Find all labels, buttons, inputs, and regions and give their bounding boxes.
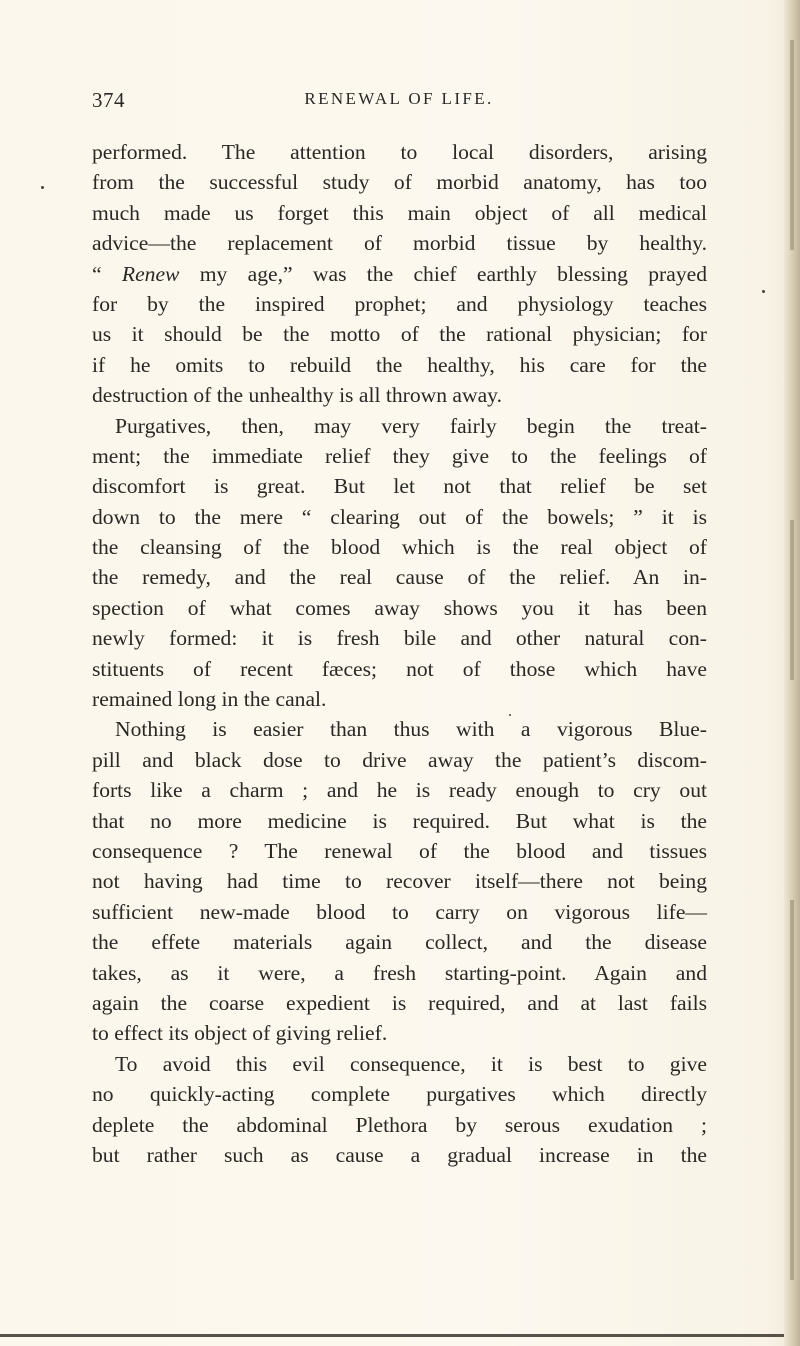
text-line: the cleansing of the blood which is the real object of — [92, 535, 707, 560]
text-line: again the coarse expedient is required, and at last fails — [92, 990, 707, 1015]
text-line: destruction of the unhealthy is all thrown away. — [92, 383, 502, 408]
text-line: To avoid this evil consequence, it is best to give — [115, 1051, 707, 1076]
text-line: remained long in the canal. — [92, 687, 327, 712]
text-line: if he omits to rebuild the healthy, his care for the — [92, 352, 707, 377]
text-line: to effect its object of giving relief. — [92, 1021, 388, 1046]
text-line: advice—the replacement of morbid tissue by healthy. — [92, 231, 707, 256]
text-line: Purgatives, then, may very fairly begin the treat- — [115, 413, 707, 438]
page-edge-shadow — [784, 0, 800, 1346]
page-number: 374 — [92, 88, 125, 112]
running-head: RENEWAL OF LIFE. — [304, 89, 494, 108]
page-bottom-rule — [0, 1334, 784, 1337]
text-line: down to the mere “ clearing out of the bowels; ” it is — [92, 504, 707, 529]
text-line: stituents of recent fæces; not of those which have — [92, 656, 707, 681]
text-line: for by the inspired prophet; and physiology teaches — [92, 291, 707, 316]
text-line: sufficient new-made blood to carry on vigorous life— — [92, 899, 707, 924]
print-speck — [762, 290, 765, 293]
text-line: no quickly-acting complete purgatives which directly — [92, 1082, 707, 1107]
text-line: discomfort is great. But let not that relief be set — [92, 474, 707, 499]
text-line: consequence ? The renewal of the blood and tissues — [92, 838, 707, 863]
body-text — [92, 137, 707, 1170]
text-line: forts like a charm ; and he is ready enough to cry out — [92, 778, 707, 803]
text-line: the effete materials again collect, and the disease — [92, 930, 707, 955]
italic-word: Renew — [121, 261, 180, 286]
text-line: that no more medicine is required. But what is the — [92, 808, 707, 833]
text-line: performed. The attention to local disorders, arising — [92, 140, 707, 164]
text-line: but rather such as cause a gradual increase in the — [92, 1142, 707, 1167]
text-line: the remedy, and the real cause of the relief. An in- — [92, 565, 707, 590]
text-line: pill and black dose to drive away the patient’s discom- — [92, 747, 707, 772]
text-line: not having had time to recover itself—there not being — [92, 869, 707, 894]
text-line: deplete the abdominal Plethora by serous exudation ; — [92, 1112, 707, 1137]
text-line: Nothing is easier than thus with a vigorous Blue- — [115, 717, 707, 742]
text-line: newly formed: it is fresh bile and other natural con- — [92, 626, 707, 651]
print-speck — [41, 186, 44, 189]
text-line: takes, as it were, a fresh starting-point. Again and — [92, 960, 707, 985]
text-line: us it should be the motto of the rational physician; for — [92, 322, 707, 347]
text-line: “ Renew my age,” was the chief earthly blessing prayed — [92, 261, 707, 286]
text-line: spection of what comes away shows you it has been — [92, 595, 707, 620]
text-line: much made us forget this main object of all medical — [92, 200, 707, 225]
page-header — [92, 88, 706, 120]
text-line: from the successful study of morbid anatomy, has too — [92, 170, 707, 195]
text-line: ment; the immediate relief they give to the feelings of — [92, 443, 707, 468]
